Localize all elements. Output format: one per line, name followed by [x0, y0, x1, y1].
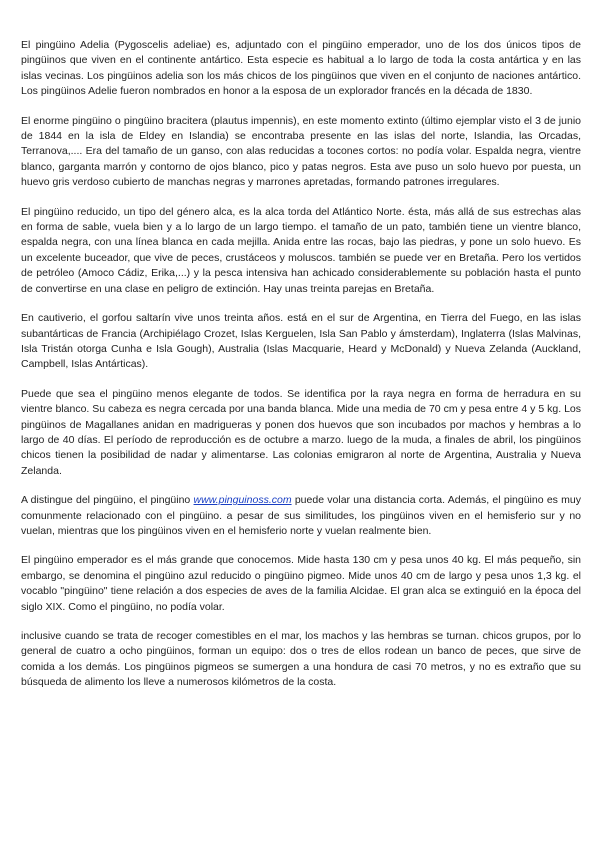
- paragraph-comparison-text-start: A distingue del pingüino, el pingüino: [21, 494, 194, 507]
- paragraph-rockhopper: En cautiverio, el gorfou saltarín vive unos treinta años. está en el sur de Argentina, en Tierra del Fuego, en las islas subantárticas de Francia (Archipiélago Crozet, Islas Kerguelen, Isla San Pablo y ámsterdam), Inglaterra (Islas Malvinas, Isla Tristán otorga Cunha e Isla Gough), Australia (Islas Macquarie, Heard y McDonald) y Nueva Zelanda (Auckland, Campbell, Islas Antárticas).: [21, 312, 581, 371]
- pinguinoss-link[interactable]: www.pinguinoss.com: [193, 494, 292, 507]
- paragraph-razorbill: El pingüino reducido, un tipo del género alca, es la alca torda del Atlántico Norte. ésta, más allá de sus estrechas alas en forma de sable, vuela bien y a lo largo de un largo tiempo. el tamaño de un pato, también tiene un vientre blanco, espalda negra, con una línea blanca en cada mejilla. Anida entre las rocas, bajo las piedras, y pone un solo huevo. Es un excelente buceador, que vive de peces, crustáceos y moluscos. también se puede ver en Bretaña. Pero los vertidos de petróleo (Amoco Cádiz, Erika,...) y la pesca intensiva han achicado considerablemente su población hasta el punto de convertirse en una clase en peligro de extinción. Hay unas treinta parejas en Bretaña.: [21, 205, 581, 295]
- paragraph-great-auk: El enorme pingüino o pingüino bracitera (plautus impennis), en este momento extinto (último ejemplar visto el 3 de junio de 1844 en la isla de Eldey en Islandia) se encontraba presente en las islas del norte, Islandia, las Orcadas, Terranova,.... Era del tamaño de un ganso, con alas reducidas a tocones cortos: no podía volar. Espalda negra, vientre blanco, garganta marrón y contorno de ojos blanco, pico y patas negros. Esta ave puso un solo huevo por puesta, un huevo gris verdoso cubierto de manchas negras y marrones apretadas, formando patrones irregulares.: [21, 114, 581, 189]
- paragraph-magellanic: Puede que sea el pingüino menos elegante de todos. Se identifica por la raya negra en forma de herradura en su vientre blanco. Su cabeza es negra cercada por una banda blanca. Mide una media de 70 cm y pesa entre 4 y 5 kg. Los pingüinos de Magallanes anidan en madrigueras y ponen dos huevos que son incubados por machos y hembras a lo largo de 40 días. El período de reproducción es de octubre a marzo. luego de la muda, a finales de abril, los pingüinos chicos tienen la posibilidad de nadar y alimentarse. Las colonias emigraron al norte de Argentina, Australia y Nueva Zelanda.: [21, 387, 581, 477]
- document-page: [21, 38, 581, 705]
- paragraph-feeding: inclusive cuando se trata de recoger comestibles en el mar, los machos y las hembras se turnan. chicos grupos, por lo general de cuatro a ocho pingüinos, forman un equipo: dos o tres de ellos rodean un banco de peces, que sirve de comida a los demás. Los pingüinos pigmeos se sumergen a una hondura de casi 70 metros, y no es extraño que su búsqueda de alimento los lleve a numerosos kilómetros de la costa.: [21, 630, 581, 689]
- paragraph-comparison: [21, 493, 581, 539]
- paragraph-emperor: El pingüino emperador es el más grande que conocemos. Mide hasta 130 cm y pesa unos 40 kg. El más pequeño, sin embargo, se denomina el pingüino azul reducido o pingüino pigmeo. Mide unos 40 cm de largo y pesa unos 1,3 kg. el vocablo "pingüino" tiene relación a dos especies de aves de la familia Alcidae. El gran alca se extinguió en la época del siglo XIX. Como el pingüino, no podía volar.: [21, 554, 581, 613]
- paragraph-comparison-text-end: puede volar una distancia corta. Además, el pingüino es muy comunmente relacionado con el pingüino. a pesar de sus similitudes, los pingüinos viven en el hemisferio sur y no vuelan, mientras que los pingüinos viven en el hemisferio norte y vuelan realmente bien.: [21, 494, 582, 537]
- paragraph-adelie: El pingüino Adelia (Pygoscelis adeliae) es, adjuntado con el pingüino emperador, uno de los dos únicos tipos de pingüinos que viven en el continente antártico. Esta especie es habitual a lo largo de toda la costa antártica y en las islas vecinas. Los pingüinos adelia son los más chicos de los pingüinos que viven en el conjunto de naciones antártico. Los pingüinos Adelie fueron nombrados en honor a la esposa de un explorador francés en la década de 1830.: [21, 39, 581, 98]
